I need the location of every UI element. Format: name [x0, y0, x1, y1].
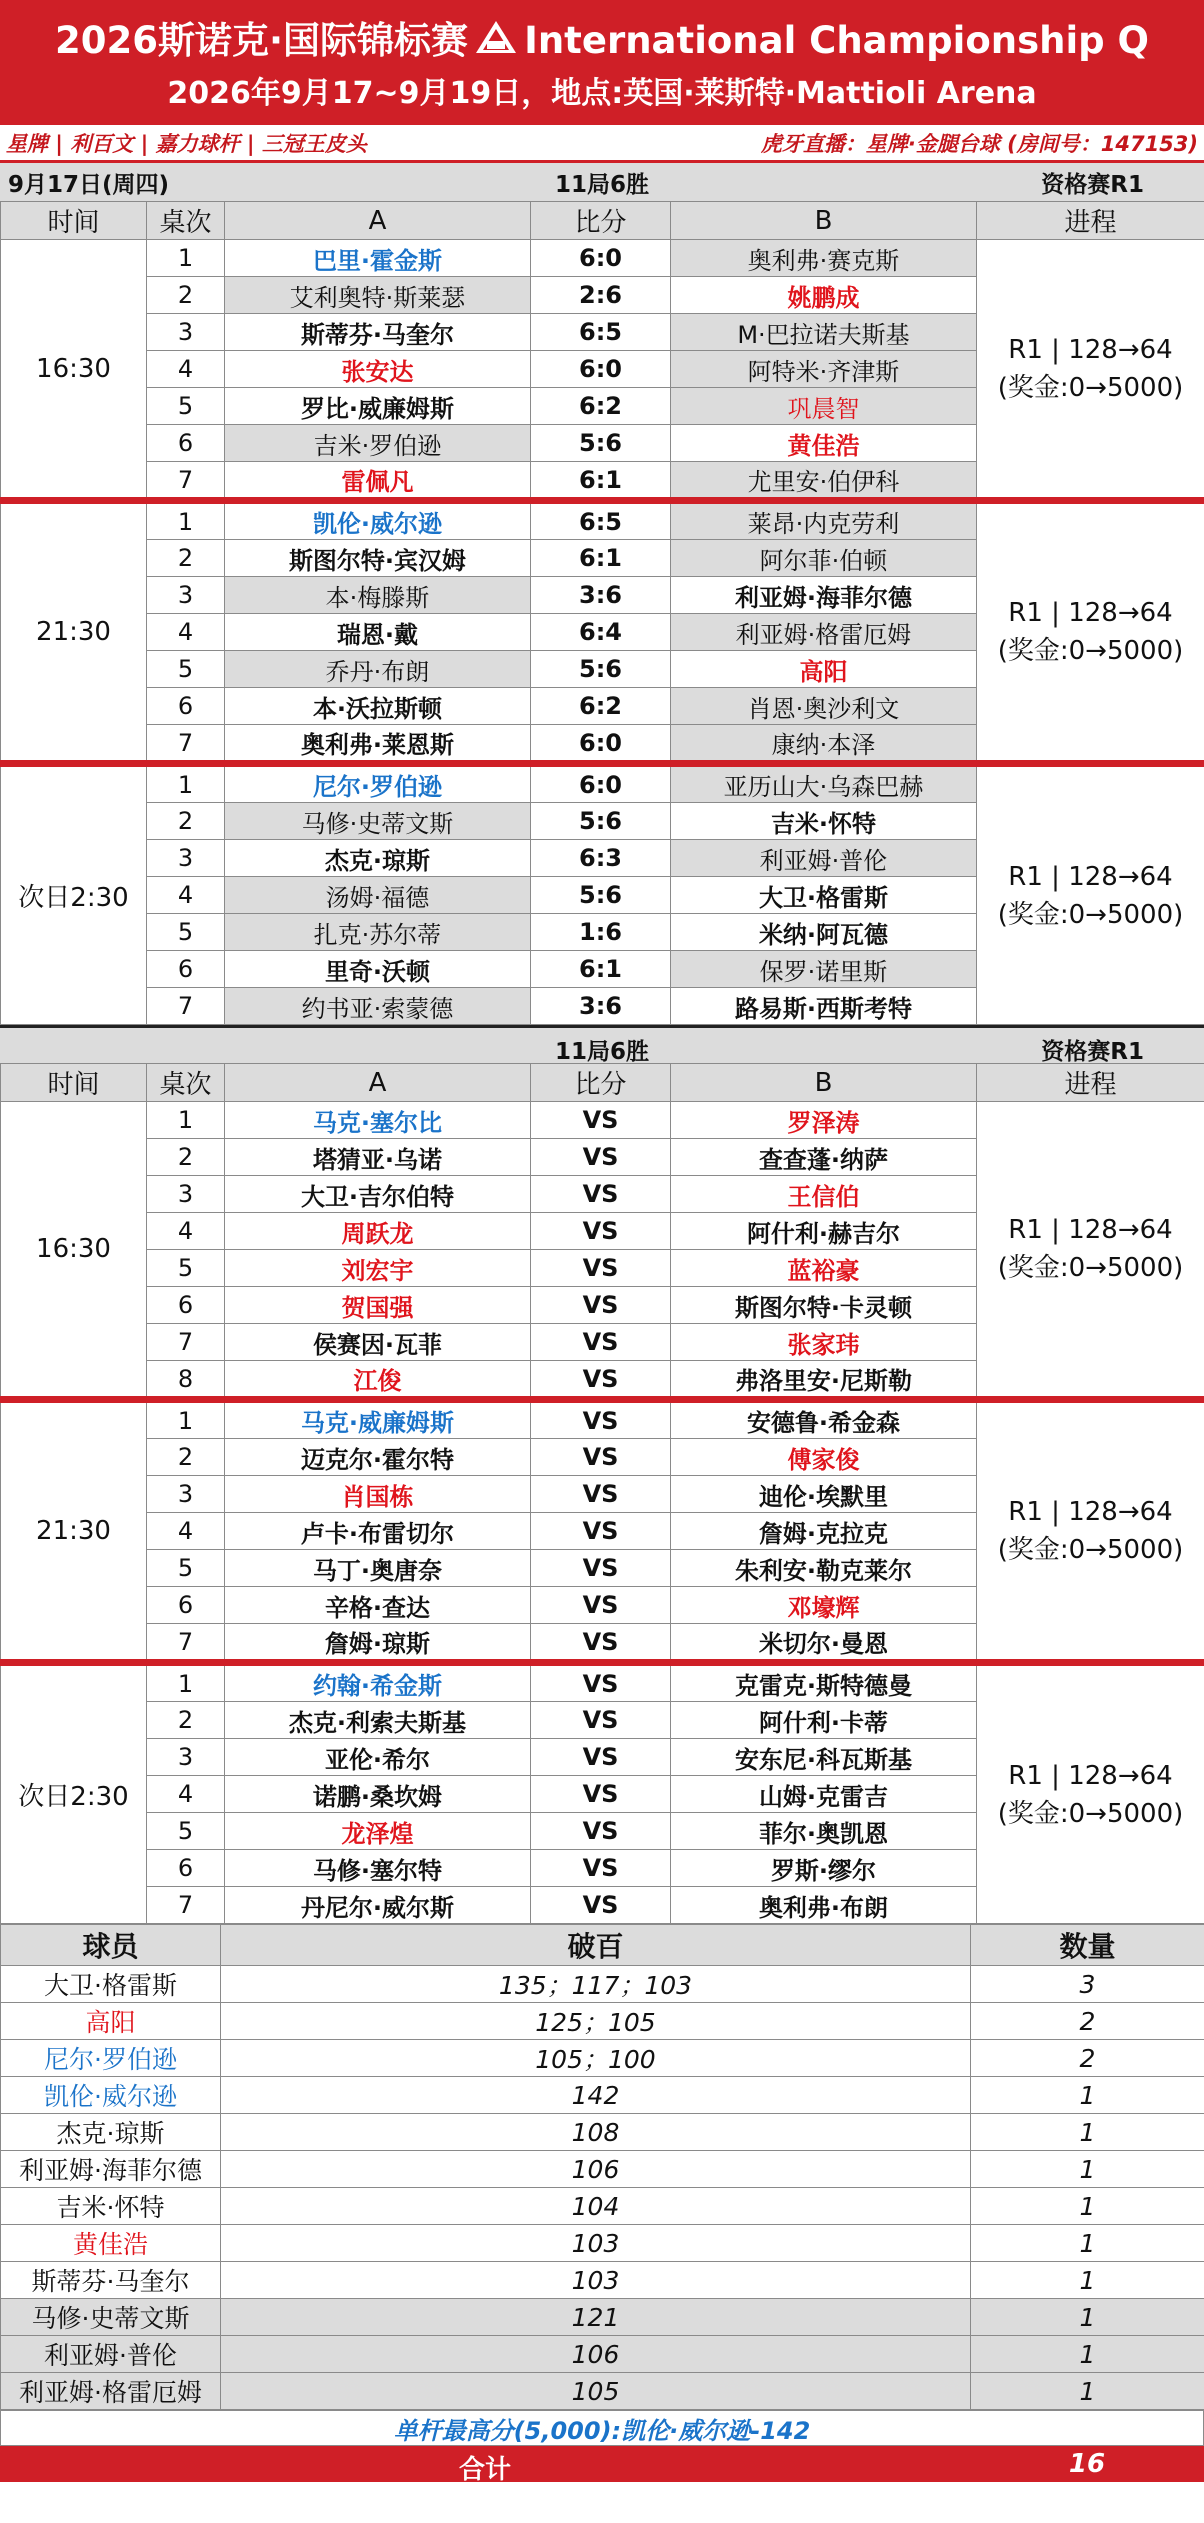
- table-number: 6: [147, 1287, 225, 1324]
- break-values: 105: [221, 2373, 971, 2410]
- score: 6:3: [531, 840, 671, 877]
- progress-round: R1 | 128→64: [1008, 1215, 1173, 1245]
- player-b: 肖恩·奥沙利文: [671, 688, 977, 725]
- player-a: 斯图尔特·宾汉姆: [225, 540, 531, 577]
- brand-logo-icon: [472, 17, 520, 57]
- table-number: 3: [147, 577, 225, 614]
- highest-break: 单杆最高分(5,000):凯伦·威尔逊-142: [0, 2410, 1204, 2446]
- player-a: 肖国栋: [225, 1476, 531, 1513]
- total-value: 16: [1068, 2449, 1106, 2479]
- table-row: [1, 501, 1204, 540]
- player-a: 龙泽煌: [225, 1813, 531, 1850]
- player-b: 傅家俊: [671, 1439, 977, 1476]
- player-a: 杰克·利索夫斯基: [225, 1702, 531, 1739]
- score: VS: [531, 1287, 671, 1324]
- break-row: [1, 2225, 1204, 2262]
- column-header: 进程: [977, 1064, 1204, 1102]
- column-header: 数量: [971, 1925, 1204, 1966]
- player-a: 尼尔·罗伯逊: [225, 764, 531, 803]
- table-number: 7: [147, 725, 225, 764]
- table-number: 2: [147, 1702, 225, 1739]
- column-header: 比分: [531, 1064, 671, 1102]
- day1-date: 9月17日(周四): [8, 171, 170, 198]
- title-prefix: 2026斯诺克·国际锦标赛: [55, 19, 469, 62]
- table-number: 7: [147, 462, 225, 501]
- break-count: 2: [971, 2040, 1204, 2077]
- header-row: [1, 1925, 1204, 1966]
- player-b: 米纳·阿瓦德: [671, 914, 977, 951]
- table-number: 3: [147, 1176, 225, 1213]
- break-count: 1: [971, 2188, 1204, 2225]
- break-count: 1: [971, 2077, 1204, 2114]
- table-number: 1: [147, 240, 225, 277]
- table-number: 8: [147, 1361, 225, 1400]
- break-row: [1, 2077, 1204, 2114]
- score: 3:6: [531, 988, 671, 1025]
- player-a: 江俊: [225, 1361, 531, 1400]
- break-count: 1: [971, 2151, 1204, 2188]
- score: VS: [531, 1176, 671, 1213]
- player-a: 约翰·希金斯: [225, 1663, 531, 1702]
- score: VS: [531, 1776, 671, 1813]
- break-row: [1, 2299, 1204, 2336]
- table-row: [1, 764, 1204, 803]
- player-a: 周跃龙: [225, 1213, 531, 1250]
- table-number: 3: [147, 314, 225, 351]
- progress-prize: (奖金:0→5000): [997, 899, 1184, 930]
- player-a: 马丁·奥唐奈: [225, 1550, 531, 1587]
- break-values: 104: [221, 2188, 971, 2225]
- player-a: 马克·威廉姆斯: [225, 1400, 531, 1439]
- score: VS: [531, 1476, 671, 1513]
- player-b: 利亚姆·格雷厄姆: [671, 614, 977, 651]
- player-a: 吉米·罗伯逊: [225, 425, 531, 462]
- score: VS: [531, 1739, 671, 1776]
- score: 2:6: [531, 277, 671, 314]
- player-a: 杰克·琼斯: [225, 840, 531, 877]
- player-b: 迪伦·埃默里: [671, 1476, 977, 1513]
- session-time: 21:30: [1, 501, 147, 764]
- session-progress: [977, 240, 1204, 501]
- score: 5:6: [531, 877, 671, 914]
- column-header: 破百: [221, 1925, 971, 1966]
- score: VS: [531, 1513, 671, 1550]
- player-b: M·巴拉诺夫斯基: [671, 314, 977, 351]
- break-player: 马修·史蒂文斯: [1, 2299, 221, 2336]
- session-progress: [977, 1400, 1204, 1663]
- score: 6:1: [531, 951, 671, 988]
- player-a: 罗比·威廉姆斯: [225, 388, 531, 425]
- player-a: 辛格·查达: [225, 1587, 531, 1624]
- player-a: 马修·塞尔特: [225, 1850, 531, 1887]
- column-header: 时间: [1, 202, 147, 240]
- player-b: 罗斯·缪尔: [671, 1850, 977, 1887]
- day1-round: 资格赛R1: [1041, 171, 1144, 198]
- break-player: 利亚姆·海菲尔德: [1, 2151, 221, 2188]
- progress-prize: (奖金:0→5000): [997, 372, 1184, 403]
- player-a: 斯蒂芬·马奎尔: [225, 314, 531, 351]
- player-a: 塔猜亚·乌诺: [225, 1139, 531, 1176]
- table-row: [1, 240, 1204, 277]
- score: VS: [531, 1550, 671, 1587]
- player-a: 丹尼尔·威尔斯: [225, 1887, 531, 1924]
- progress-prize: (奖金:0→5000): [997, 1253, 1184, 1283]
- table-number: 2: [147, 1139, 225, 1176]
- table-number: 6: [147, 688, 225, 725]
- score: VS: [531, 1702, 671, 1739]
- table-number: 2: [147, 1439, 225, 1476]
- table-number: 7: [147, 1887, 225, 1924]
- page-title: [0, 10, 1204, 64]
- day1-bar: [0, 163, 1204, 201]
- break-player: 杰克·琼斯: [1, 2114, 221, 2151]
- header-banner: [0, 0, 1204, 125]
- session-time: 16:30: [1, 240, 147, 501]
- break-row: [1, 2188, 1204, 2225]
- player-b: 吉米·怀特: [671, 803, 977, 840]
- score: 6:2: [531, 688, 671, 725]
- player-b: 大卫·格雷斯: [671, 877, 977, 914]
- break-row: [1, 2262, 1204, 2299]
- table-number: 5: [147, 914, 225, 951]
- score: VS: [531, 1324, 671, 1361]
- break-values: 135；117；103: [221, 1966, 971, 2003]
- table-number: 1: [147, 764, 225, 803]
- score: VS: [531, 1361, 671, 1400]
- player-a: 汤姆·福德: [225, 877, 531, 914]
- break-row: [1, 2373, 1204, 2410]
- table-number: 1: [147, 1102, 225, 1139]
- score: 6:0: [531, 240, 671, 277]
- player-b: 奥利弗·布朗: [671, 1887, 977, 1924]
- table-number: 4: [147, 1213, 225, 1250]
- break-player: 吉米·怀特: [1, 2188, 221, 2225]
- player-a: 本·沃拉斯顿: [225, 688, 531, 725]
- table-row: [1, 1400, 1204, 1439]
- table-number: 4: [147, 877, 225, 914]
- player-b: 亚历山大·乌森巴赫: [671, 764, 977, 803]
- break-values: 105；100: [221, 2040, 971, 2077]
- session-time: 21:30: [1, 1400, 147, 1663]
- break-values: 106: [221, 2151, 971, 2188]
- player-b: 詹姆·克拉克: [671, 1513, 977, 1550]
- break-count: 1: [971, 2114, 1204, 2151]
- player-a: 巴里·霍金斯: [225, 240, 531, 277]
- score: 6:5: [531, 501, 671, 540]
- day1-format: 11局6胜: [554, 171, 649, 198]
- player-a: 诺鹏·桑坎姆: [225, 1776, 531, 1813]
- column-header: 桌次: [147, 202, 225, 240]
- sponsor-info: 星牌 | 利百文 | 嘉力球杆 | 三冠王皮头: [6, 131, 367, 156]
- table-number: 3: [147, 840, 225, 877]
- player-a: 刘宏宇: [225, 1250, 531, 1287]
- player-b: 阿特米·齐津斯: [671, 351, 977, 388]
- player-b: 安德鲁·希金森: [671, 1400, 977, 1439]
- score: 3:6: [531, 577, 671, 614]
- player-b: 巩晨智: [671, 388, 977, 425]
- player-b: 米切尔·曼恩: [671, 1624, 977, 1663]
- table-number: 2: [147, 803, 225, 840]
- player-b: 利亚姆·普伦: [671, 840, 977, 877]
- table-row: [1, 1102, 1204, 1139]
- session-time: 16:30: [1, 1102, 147, 1400]
- session-progress: [977, 764, 1204, 1025]
- score: 6:4: [531, 614, 671, 651]
- player-a: 大卫·吉尔伯特: [225, 1176, 531, 1213]
- session-time: 次日2:30: [1, 764, 147, 1025]
- century-breaks-table: [0, 1924, 1204, 2410]
- table-number: 4: [147, 351, 225, 388]
- header-row: [1, 202, 1204, 240]
- score: VS: [531, 1663, 671, 1702]
- player-a: 马克·塞尔比: [225, 1102, 531, 1139]
- player-b: 姚鹏成: [671, 277, 977, 314]
- column-header: B: [671, 202, 977, 240]
- break-values: 125；105: [221, 2003, 971, 2040]
- column-header: A: [225, 202, 531, 240]
- progress-round: R1 | 128→64: [1008, 334, 1173, 365]
- table-number: 1: [147, 501, 225, 540]
- score: VS: [531, 1439, 671, 1476]
- score: VS: [531, 1887, 671, 1924]
- player-b: 邓壕辉: [671, 1587, 977, 1624]
- player-a: 张安达: [225, 351, 531, 388]
- player-b: 张家玮: [671, 1324, 977, 1361]
- player-b: 利亚姆·海菲尔德: [671, 577, 977, 614]
- break-row: [1, 2151, 1204, 2188]
- break-player: 黄佳浩: [1, 2225, 221, 2262]
- player-a: 马修·史蒂文斯: [225, 803, 531, 840]
- break-values: 142: [221, 2077, 971, 2114]
- break-row: [1, 2114, 1204, 2151]
- table-number: 2: [147, 277, 225, 314]
- player-b: 尤里安·伯伊科: [671, 462, 977, 501]
- progress-round: R1 | 128→64: [1008, 861, 1173, 892]
- player-b: 弗洛里安·尼斯勒: [671, 1361, 977, 1400]
- break-values: 108: [221, 2114, 971, 2151]
- player-a: 雷佩凡: [225, 462, 531, 501]
- player-a: 乔丹·布朗: [225, 651, 531, 688]
- table-number: 5: [147, 1550, 225, 1587]
- session-progress: [977, 1663, 1204, 1924]
- break-player: 利亚姆·普伦: [1, 2336, 221, 2373]
- score: VS: [531, 1250, 671, 1287]
- table-number: 3: [147, 1476, 225, 1513]
- player-b: 山姆·克雷吉: [671, 1776, 977, 1813]
- score: 1:6: [531, 914, 671, 951]
- break-player: 大卫·格雷斯: [1, 1966, 221, 2003]
- score: 6:1: [531, 540, 671, 577]
- player-a: 艾利奥特·斯莱瑟: [225, 277, 531, 314]
- score: VS: [531, 1400, 671, 1439]
- table-number: 4: [147, 614, 225, 651]
- break-count: 1: [971, 2299, 1204, 2336]
- player-b: 高阳: [671, 651, 977, 688]
- break-values: 106: [221, 2336, 971, 2373]
- break-count: 1: [971, 2262, 1204, 2299]
- player-b: 王信伯: [671, 1176, 977, 1213]
- player-b: 克雷克·斯特德曼: [671, 1663, 977, 1702]
- table-number: 6: [147, 1587, 225, 1624]
- break-player: 高阳: [1, 2003, 221, 2040]
- player-b: 黄佳浩: [671, 425, 977, 462]
- column-header: 比分: [531, 202, 671, 240]
- column-header: A: [225, 1064, 531, 1102]
- day2-round: 资格赛R1: [1041, 1039, 1144, 1065]
- table-number: 6: [147, 425, 225, 462]
- table-number: 7: [147, 1324, 225, 1361]
- score: VS: [531, 1624, 671, 1663]
- player-b: 查查蓬·纳萨: [671, 1139, 977, 1176]
- score: 5:6: [531, 651, 671, 688]
- player-a: 本·梅滕斯: [225, 577, 531, 614]
- break-values: 103: [221, 2225, 971, 2262]
- column-header: 桌次: [147, 1064, 225, 1102]
- score: 6:0: [531, 725, 671, 764]
- player-b: 保罗·诺里斯: [671, 951, 977, 988]
- score: VS: [531, 1102, 671, 1139]
- score: 6:5: [531, 314, 671, 351]
- session-progress: [977, 1102, 1204, 1400]
- column-header: 时间: [1, 1064, 147, 1102]
- break-player: 斯蒂芬·马奎尔: [1, 2262, 221, 2299]
- player-b: 康纳·本泽: [671, 725, 977, 764]
- break-row: [1, 2040, 1204, 2077]
- column-header: 球员: [1, 1925, 221, 1966]
- player-a: 侯赛因·瓦菲: [225, 1324, 531, 1361]
- player-b: 阿尔菲·伯顿: [671, 540, 977, 577]
- player-a: 里奇·沃顿: [225, 951, 531, 988]
- table-number: 4: [147, 1513, 225, 1550]
- player-a: 迈克尔·霍尔特: [225, 1439, 531, 1476]
- table-number: 1: [147, 1663, 225, 1702]
- break-count: 2: [971, 2003, 1204, 2040]
- progress-prize: (奖金:0→5000): [997, 636, 1184, 666]
- day2-schedule-table: [0, 1063, 1204, 1924]
- progress-prize: (奖金:0→5000): [997, 1798, 1184, 1829]
- session-progress: [977, 501, 1204, 764]
- player-b: 朱利安·勒克莱尔: [671, 1550, 977, 1587]
- progress-round: R1 | 128→64: [1008, 598, 1173, 628]
- player-a: 扎克·苏尔蒂: [225, 914, 531, 951]
- table-number: 5: [147, 651, 225, 688]
- player-b: 奥利弗·赛克斯: [671, 240, 977, 277]
- player-b: 阿什利·卡蒂: [671, 1702, 977, 1739]
- table-number: 6: [147, 951, 225, 988]
- break-player: 利亚姆·格雷厄姆: [1, 2373, 221, 2410]
- sponsor-line: [0, 125, 1204, 163]
- player-b: 菲尔·奥凯恩: [671, 1813, 977, 1850]
- page-subtitle: 2026年9月17~9月19日，地点:英国·莱斯特·Mattioli Arena: [167, 76, 1037, 111]
- table-number: 3: [147, 1739, 225, 1776]
- table-number: 4: [147, 1776, 225, 1813]
- total-label: 合计: [458, 2455, 511, 2485]
- title-suffix: International Championship Q: [524, 19, 1149, 62]
- day2-format: 11局6胜: [554, 1039, 649, 1065]
- player-a: 瑞恩·戴: [225, 614, 531, 651]
- progress-round: R1 | 128→64: [1008, 1760, 1173, 1791]
- table-number: 7: [147, 988, 225, 1025]
- score: VS: [531, 1587, 671, 1624]
- total-row: [0, 2446, 1204, 2485]
- player-a: 亚伦·希尔: [225, 1739, 531, 1776]
- score: VS: [531, 1139, 671, 1176]
- break-values: 103: [221, 2262, 971, 2299]
- score: VS: [531, 1213, 671, 1250]
- break-player: 凯伦·威尔逊: [1, 2077, 221, 2114]
- break-row: [1, 2003, 1204, 2040]
- player-a: 凯伦·威尔逊: [225, 501, 531, 540]
- break-player: 尼尔·罗伯逊: [1, 2040, 221, 2077]
- player-a: 约书亚·索蒙德: [225, 988, 531, 1025]
- break-count: 1: [971, 2225, 1204, 2262]
- table-number: 2: [147, 540, 225, 577]
- player-b: 罗泽涛: [671, 1102, 977, 1139]
- table-number: 5: [147, 1813, 225, 1850]
- score: 6:0: [531, 764, 671, 803]
- day2-bar: [0, 1025, 1204, 1063]
- table-row: [1, 1663, 1204, 1702]
- progress-prize: (奖金:0→5000): [997, 1535, 1184, 1565]
- column-header: 进程: [977, 202, 1204, 240]
- player-a: 詹姆·琼斯: [225, 1624, 531, 1663]
- table-number: 7: [147, 1624, 225, 1663]
- header-row: [1, 1064, 1204, 1102]
- score: 6:0: [531, 351, 671, 388]
- score: 5:6: [531, 425, 671, 462]
- session-time: 次日2:30: [1, 1663, 147, 1924]
- day1-results-table: [0, 201, 1204, 1025]
- score: VS: [531, 1850, 671, 1887]
- score: VS: [531, 1813, 671, 1850]
- player-b: 莱昂·内克劳利: [671, 501, 977, 540]
- break-row: [1, 1966, 1204, 2003]
- break-row: [1, 2336, 1204, 2373]
- table-number: 5: [147, 388, 225, 425]
- player-b: 斯图尔特·卡灵顿: [671, 1287, 977, 1324]
- break-count: 1: [971, 2373, 1204, 2410]
- player-a: 贺国强: [225, 1287, 531, 1324]
- player-b: 路易斯·西斯考特: [671, 988, 977, 1025]
- break-count: 1: [971, 2336, 1204, 2373]
- player-a: 奥利弗·莱恩斯: [225, 725, 531, 764]
- table-number: 5: [147, 1250, 225, 1287]
- break-values: 121: [221, 2299, 971, 2336]
- score: 5:6: [531, 803, 671, 840]
- player-b: 安东尼·科瓦斯基: [671, 1739, 977, 1776]
- table-number: 1: [147, 1400, 225, 1439]
- progress-round: R1 | 128→64: [1008, 1497, 1173, 1527]
- score: 6:1: [531, 462, 671, 501]
- player-a: 卢卡·布雷切尔: [225, 1513, 531, 1550]
- player-b: 蓝裕豪: [671, 1250, 977, 1287]
- table-number: 6: [147, 1850, 225, 1887]
- player-b: 阿什利·赫吉尔: [671, 1213, 977, 1250]
- column-header: B: [671, 1064, 977, 1102]
- score: 6:2: [531, 388, 671, 425]
- stream-info: 虎牙直播：星牌·金腿台球 (房间号：147153): [760, 131, 1198, 156]
- break-count: 3: [971, 1966, 1204, 2003]
